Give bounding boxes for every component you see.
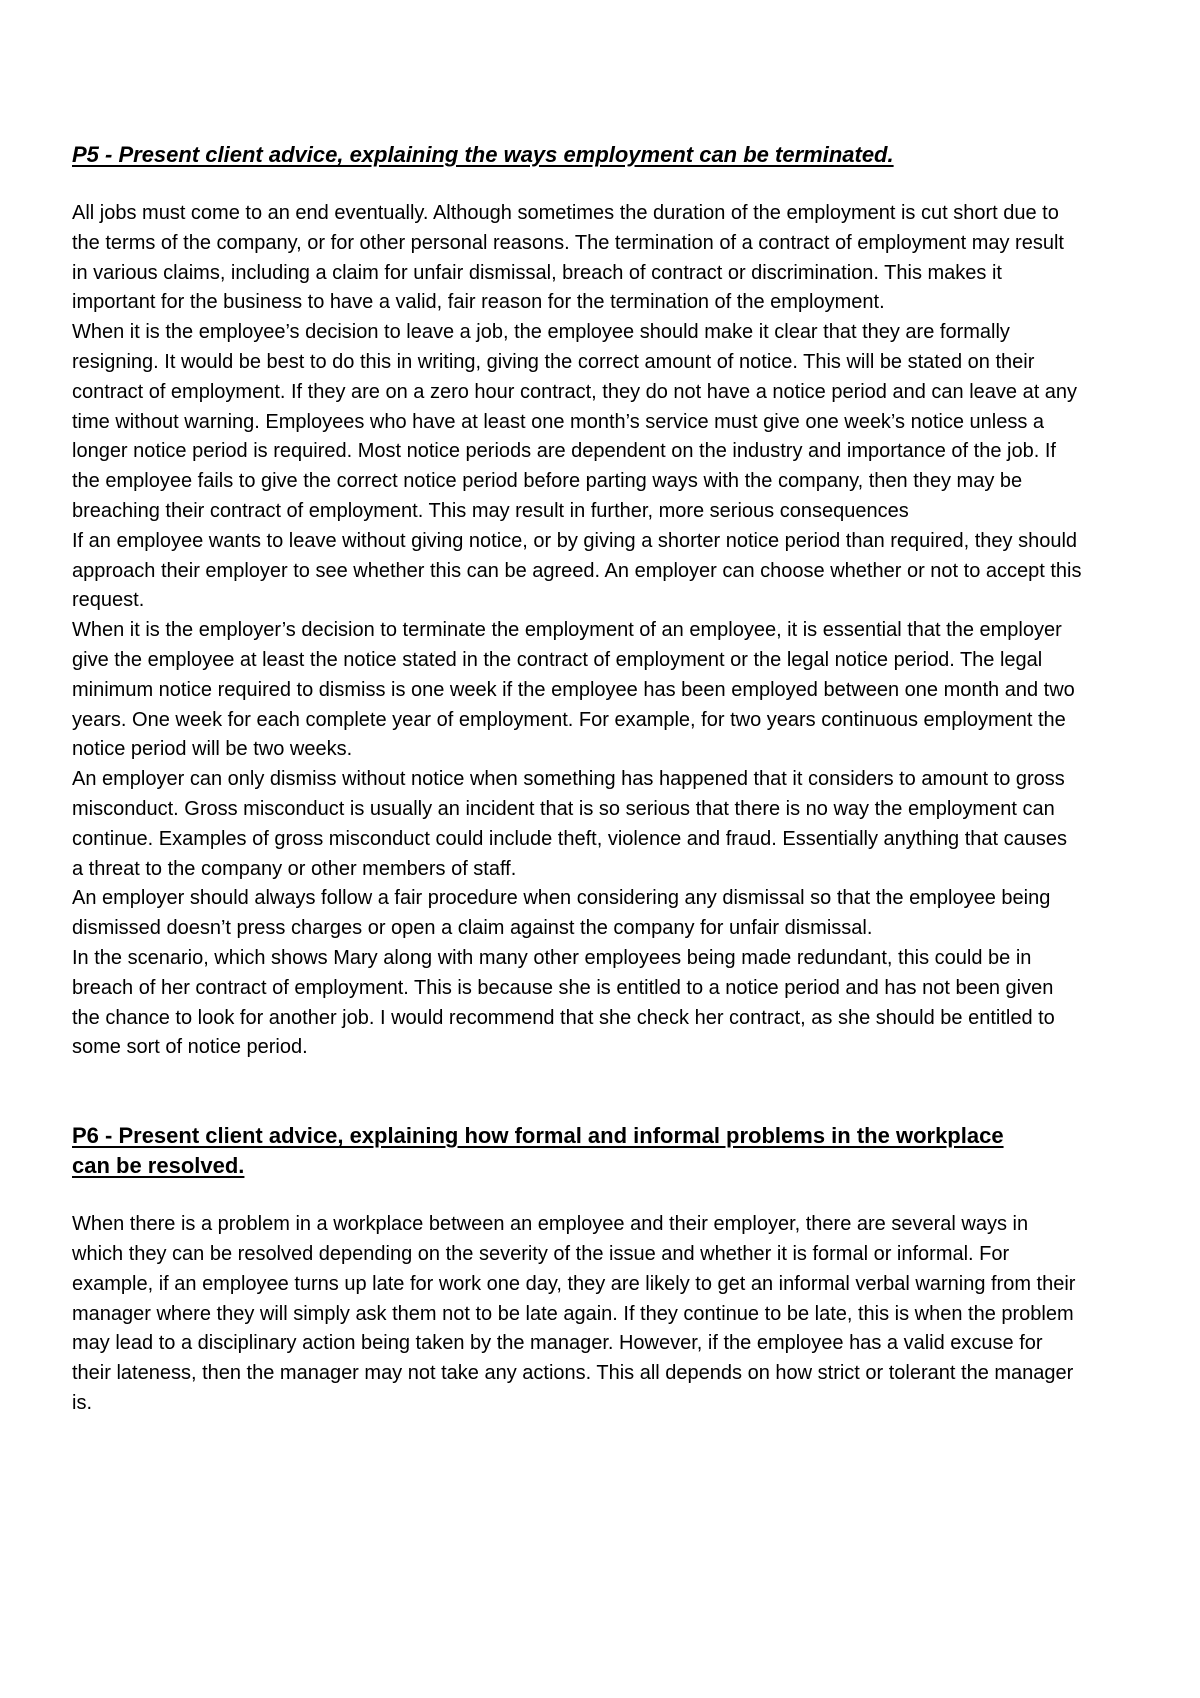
document-page [72, 140, 1082, 1419]
paragraph: All jobs must come to an end eventually. Although sometimes the duration of the employment is cut short due to the terms of the company, or for other personal reasons. The termination of a contract of employment may result in various claims, including a claim for unfair dismissal, breach of contract or discrimination. This makes it important for the business to have a valid, fair reason for the termination of the employment. [72, 202, 1064, 314]
section-heading-p5: P5 - Present client advice, explaining the ways employment can be terminated. [72, 142, 894, 167]
paragraph: When it is the employer’s decision to terminate the employment of an employee, it is essential that the employer give the employee at least the notice stated in the contract of employment or the legal notice period. The legal minimum notice required to dismiss is one week if the employee has been employed between one month and two years. One week for each complete year of employment. For example, for two years continuous employment the notice period will be two weeks. [72, 619, 1075, 761]
paragraph: An employer can only dismiss without notice when something has happened that it considers to amount to gross misconduct. Gross misconduct is usually an incident that is so serious that there is no way the employment can continue. Examples of gross misconduct could include theft, violence and fraud. Essentially anything that causes a threat to the company or other members of staff. [72, 768, 1068, 880]
paragraph: An employer should always follow a fair procedure when considering any dismissal so that the employee being dismissed doesn’t press charges or open a claim against the company for unfair dismissal. [72, 887, 1051, 940]
paragraph: When there is a problem in a workplace between an employee and their employer, there are several ways in which they can be resolved depending on the severity of the issue and whether it is formal or informal. For example, if an employee turns up late for work one day, they are likely to get an informal verbal warning from their manager where they will simply ask them not to be late again. If they continue to be late, this is when the problem may lead to a disciplinary action being taken by the manager. However, if the employee has a valid excuse for their lateness, then the manager may not take any actions. This all depends on how strict or tolerant the manager is. [72, 1213, 1076, 1414]
paragraph: When it is the employee’s decision to leave a job, the employee should make it clear that they are formally resigning. It would be best to do this in writing, giving the correct amount of notice. This will be stated on their contract of employment. If they are on a zero hour contract, they do not have a notice period and can leave at any time without warning. Employees who have at least one month’s service must give one week’s notice unless a longer notice period is required. Most notice periods are dependent on the industry and importance of the job. If the employee fails to give the correct notice period before parting ways with the company, then they may be breaching their contract of employment. This may result in further, more serious consequences [72, 321, 1078, 522]
section-heading-p6: P6 - Present client advice, explaining how formal and informal problems in the workplace can be resolved. [72, 1123, 1004, 1179]
paragraph: If an employee wants to leave without giving notice, or by giving a shorter notice period than required, they should approach their employer to see whether this can be agreed. An employer can choose whether or not to accept this request. [72, 529, 1082, 612]
paragraph: In the scenario, which shows Mary along with many other employees being made redundant, this could be in breach of her contract of employment. This is because she is entitled to a notice period and has not been given the chance to look for another job. I would recommend that she check her contract, as she should be entitled to some sort of notice period. [72, 946, 1055, 1059]
